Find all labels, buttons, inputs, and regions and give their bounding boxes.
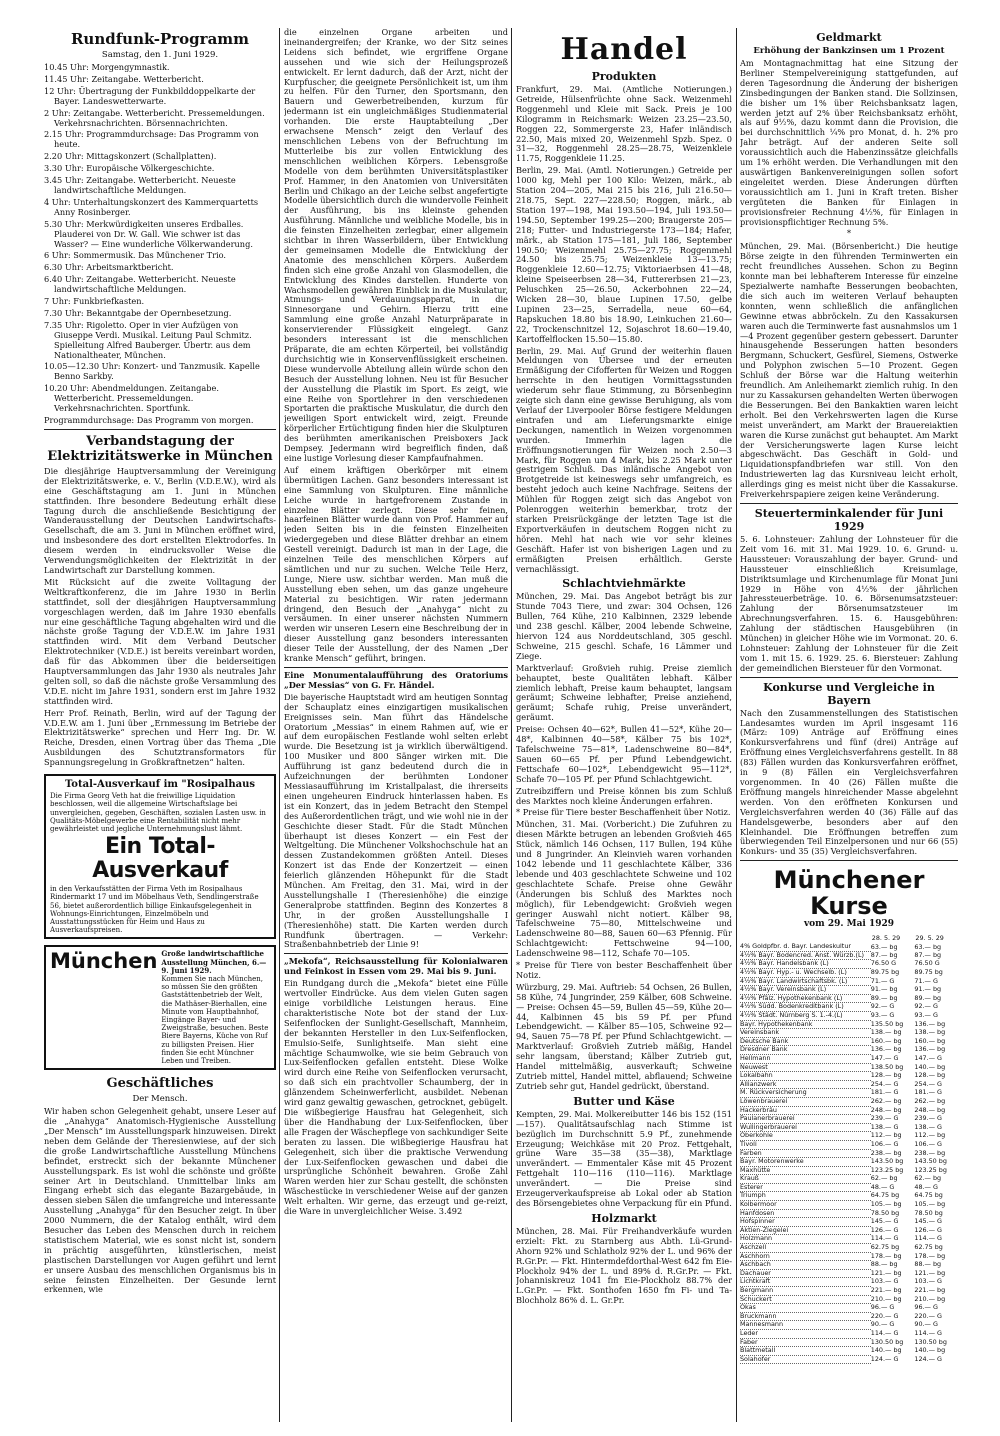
kurse-row xyxy=(740,1037,958,1046)
kurse-price: 78.50 bg xyxy=(870,1209,900,1217)
radio-program-item: 6.40 Uhr: Zeitangabe. Wetterbericht. Neueste landwirtschaftliche Meldungen. xyxy=(44,274,236,295)
kurse-price: 112.— bg xyxy=(870,1131,902,1140)
radio-program-item: 2.15 Uhr: Programmdurchsage: Das Programm von heute. xyxy=(44,129,259,150)
section-title-handel: Handel xyxy=(560,32,688,67)
kurse-price: 210.— bg xyxy=(870,1295,902,1303)
kurse-price: 90.— G xyxy=(870,1320,895,1329)
kurse-price: 147.— G xyxy=(870,1054,899,1062)
schlachtvieh-para: * Preise für Tiere bester Beschaffenheit über Notiz. xyxy=(516,807,731,818)
column-2 xyxy=(284,28,508,1219)
kurse-price: 76.50 G xyxy=(914,959,940,968)
kurse-price: 181.— G xyxy=(870,1088,899,1097)
kurse-price: 160.— bg xyxy=(914,1037,946,1045)
kurse-security-name: Mannesmann xyxy=(740,1321,871,1330)
verband-para: Herr Prof. Reinath, Berlin, wird auf der Tagung der V.D.E.W. am 1. Juni über „Ernmessung im Betriebe der Elektrizitätswerke“ sprechen und Herr Ing. Dr. W. Reiche, Dresden, einen Vortrag über das Thema „Die Ausbildungen des Schutztransformators für Spannungsregelung in Großkraftnetzen“ halten. xyxy=(44,707,276,768)
kurse-price: 114.— G xyxy=(870,1234,899,1243)
schlachtvieh-para: Würzburg, 29. Mai. Auftrieb: 54 Ochsen, 26 Bullen, 58 Kühe, 74 Jungrinder, 259 Kälber, 608 Schweine. — Preise: Ochsen 45—59, Bullen 45—59, Kühe 20—44, Kalbinnen 45 bis 59 Pf. per Pfund Lebendgewicht. — Kälber 85—105, Schweine 92—94, Sauen 75—78 Pf. per Pfund Schlachtgewicht. — Marktverlauf: Großvieh Zutrieb mäßig, Handel sehr langsam, überstand; Kälber Zutrieb gut, Handel mittelmäßig, ausverkauft; Schweine Zutrieb mittel, Handel mittel, abflauend; Schweine Zutrieb sehr gut, Handel gedrückt, überstand. xyxy=(516,981,732,1091)
kurse-price: 136.— bg xyxy=(870,1045,902,1054)
kurse-security-name: 4% Goldpfbr. d. Bayr. Landeskultur xyxy=(740,943,871,951)
kurse-price: 221.— bg xyxy=(870,1286,902,1294)
ad-big-title: Ein Total-Ausverkauf xyxy=(92,834,228,884)
radio-program-item: 10.20 Uhr: Abendmeldungen. Zeitangabe. Wetterbericht. Pressemeldungen. Verkehrsnachrichten. Sportfunk. xyxy=(44,383,219,414)
kurse-price: 121.— bg xyxy=(914,1269,946,1277)
kurse-row xyxy=(740,1209,958,1218)
kurse-security-name: Bruckmann xyxy=(740,1312,871,1321)
kurse-security-name: Kolbermoor xyxy=(740,1201,871,1210)
kurse-row xyxy=(740,1278,958,1287)
mekofa-title: „Mekofa“, Reichsausstellung für Kolonialwaren und Feinkost in Essen vom 29. Mai bis 9. Juni. xyxy=(284,956,508,977)
radio-program-item: 6.30 Uhr: Arbeitsmarktbericht. xyxy=(44,262,174,273)
kurse-price: 124.— G xyxy=(914,1355,942,1363)
kurse-price: 254.— G xyxy=(870,1080,899,1088)
kurse-security-name: 4½% Bayr. Hyp.- u. Wechselb. (L) xyxy=(740,969,871,978)
kurse-row xyxy=(740,1183,958,1192)
kurse-security-name: Holzmann xyxy=(740,1235,871,1244)
verband-title: Verbandstagung der Elektrizitätswerke in München xyxy=(47,433,273,464)
kurse-security-name: Bayr. Motorenwerke xyxy=(740,1158,871,1167)
kurse-price: 262.— bg xyxy=(914,1097,946,1105)
kurse-subtitle: vom 29. Mai 1929 xyxy=(803,919,895,930)
mekofa-text: Ein Rundgang durch die „Mekofa“ bietet eine Fülle wertvoller Eindrücke. Aus dem vielen Guten sagen einige vorbildliche Leistungen heraus. Eine charakteristische Note bot der stand der Lux-Seifenflocken der Sunlight-Gesellschaft, Mannheim, der bekannten Hersteller in den Lux-Seifenflocken, Emulsio-Seife, Sunlightseife. Man sieht eine mächtige Schaumwolke, wie sie beim Gebrauch von Lux-Seifenflocken gefallen entsteht. Diese Wolke wird durch eine Reihe von Seifenflocken verursacht, so daß sich ein prachtvoller Schaumberg, der in glänzendem Scheinwerferlicht, ausbildet. Nebenan wird ganz gewaltig gewaschen, getrocknet, gebügelt. Die wißbegierige Hausfrau hat Gelegenheit, sich über die Handhabung der Lux-Seifenflocken, über alle Fragen der Wäschepflege von sachkundiger Seite beraten zu lassen. Die wißbegierige Hausfrau hat Gelegenheit, sich über die praktische Verwendung der Lux-Seifenflocken gewaschen und dabei die ursprüngliche Schönheit bewahren. Große Zahl Waren werden hier zur Schau gestellt, die schönsten Wäschestücke in verschiedener Weise auf der ganzen Welt erhalten. Wir gerne, das erzeugt und ge-reizt, die Ware in unvergleichlicher Weise. 3.492 xyxy=(284,978,508,1217)
messias-title: Eine Monumentalaufführung des Oratoriums „Der Messias“ von G. Fr. Händel. xyxy=(284,670,508,690)
kurse-row xyxy=(740,1218,958,1227)
kurse-price: 64.75 bg xyxy=(914,1191,943,1200)
kurse-row xyxy=(740,1304,958,1313)
kurse-row xyxy=(740,1097,958,1106)
radio-program-item: 3.45 Uhr: Zeitangabe. Wetterbericht. Neueste landwirtschaftliche Meldungen. xyxy=(44,175,236,195)
ad-details: in den Verkaufsstätten der Firma Veth im Rosipalhaus Rindermarkt 17 und im Möbelhaus Veth, Sendlingerstraße 56, bietet außerordentlich billige Einkaufsgelegenheit in Wohnungs-Einrichtungen, Einzelmöbeln und Ausstattungsstücken für Heim und Haus zu Ausverkaufspreisen. xyxy=(50,885,259,935)
verband-para: Mit Rücksicht auf die zweite Volltagung der Weltkraftkonferenz, die im Jahre 1930 in Berlin stattfindet, soll der diesjährigen Hauptversammlung vorgeschlagen werden, daß im Jahre 1930 ebenfalls nur eine geschäftliche Tagung abgehalten wird und die nächste große Tagung der V.D.E.W. im Jahre 1931 stattfinden wird. Mit dem Verband Deutscher Elektrotechniker (V.D.E.) ist bereits vereinbart worden, daß für das Abkommen über die beiderseitigen Hauptversammlungen das Jahr 1930 als neutrales Jahr gelten soll, so daß die nächste große Versammlung des V.D.E. nicht im Jahre 1931, sondern erst im Jahre 1932 stattfinden wird. xyxy=(44,576,276,706)
kurse-security-name: Neuwest xyxy=(740,1063,871,1072)
kurse-row xyxy=(740,1192,958,1201)
kurse-price: 123.25 bg xyxy=(914,1166,947,1174)
produkten-para: Berlin, 29. Mai. Auf Grund der weiterhin flauen Meldungen von Übersee und der erneuten Ermäßigung der Cifofferten für Weizen und Roggen herrschte in den heutigen Vormittagsstunden wiederum sehr flaue Stimmung, zu Börsenbeginn zeigte sich dann eine gewisse Beruhigung, als vom Verlauf der Liverpooler Börse festigere Meldungen eintrafen und am Lieferungsmarkte einige Deckungen, namentlich in Weizen vorgenommen wurden. Immerhin lagen die Eröffnungsnotierungen für Weizen noch 2.50—3 Mark, für Roggen um 4 Mark, bis 2.25 Mark unter gestrigem Schluß. Das inländische Angebot von Brotgetreide ist keineswegs sehr umfangreich, es besteht jedoch auch keine Nachfrage. Seitens der Mühlen für Roggen zeigt sich das Angebot von Polenroggen weiterhin bemerkbar, trotz der starken Preisrückgänge der letzten Tage ist die Exportverkäufen in deutschem Roggen nicht zu hören. Mehl hat nach wie vor sehr kleines Geschäft. Hafer ist von bisherigen Lagen und zu ermäßigten Preisen erhältlich. Gerste vernachlässigt. xyxy=(516,345,732,574)
schlachtvieh-para: Marktverlauf: Großvieh ruhig. Preise ziemlich behauptet, beste Qualitäten lebhaft. Kälber ziemlich lebhaft, Preise kaum behauptet, langsam geräumt; Schweine lebhafter, Preise anziehend, geräumt; Schafe ruhig, Preise unverändert, geräumt. xyxy=(516,662,732,723)
kurse-row xyxy=(740,1089,958,1098)
kurse-security-name: 4½% Südd. Bodenkreditbank (L) xyxy=(740,1003,871,1012)
radio-program-item: 7.30 Uhr: Bekanntgabe der Opernbesetzung. xyxy=(44,307,232,318)
kurse-security-name: Maxhütte xyxy=(740,1166,871,1175)
separator xyxy=(44,429,276,430)
kurse-security-name: Lokalbahn xyxy=(740,1072,871,1081)
kurse-row xyxy=(740,1175,958,1184)
kurse-price: 103.— G xyxy=(870,1277,899,1286)
kurse-price: 138.— G xyxy=(870,1123,899,1131)
kurse-price: 138.50 bg xyxy=(870,1063,904,1071)
kurse-security-name: Bayr. Hypothekenbank xyxy=(740,1020,871,1029)
kurse-row xyxy=(740,969,958,978)
radio-program-item: 2.20 Uhr: Mittagskonzert (Schallplatten). xyxy=(44,151,217,162)
kurse-row xyxy=(740,1054,958,1063)
kurse-row xyxy=(740,1003,958,1012)
produkten-para: Berlin, 29. Mai. (Amtl. Notierungen.) Getreide per 1000 kg, Mehl per 100 Kilo: Weizen, märk., ab Station 204—205, Mai 215 bis 216, Juli 216.50—218.75, Sept. 227—228.50; Roggen, märk., ab Station 197—198, Mai 193.50—194, Juli 193.50—194.50, September 199.25—200; Braugerste 205—218; Futter- und Industriegerste 173—184; Hafer, märk., ab Station 175—181, Juli 186, September 190.50; Weizenmehl 25.75—27.75; Roggenmehl 24.50 bis 25.75; Weizenkleie 13—13.75; Roggenkleie 12.60—12.75; Viktoriaerbsen 41—48, kleine Speiseerbsen 28—34, Futtererbsen 21—23, Peluschken 25—26.50, Ackerbohnen 22—24, Wicken 28—30, blaue Lupinen 17.50, gelbe Lupinen 23—25, Serradella, neue 60—64, Rapskuchen 18.80 bis 18.90, Leinkuchen 21.60—22, Trockenschnitzel 12, Sojaschrot 18.60—19.40, Kartoffelflocken 15.50—15.80. xyxy=(516,165,732,344)
kurse-security-name: Schuckert xyxy=(740,1295,871,1304)
kurse-price: 71.— G xyxy=(914,977,938,985)
separator xyxy=(284,667,508,668)
ad-intro: Die Firma Georg Veth hat die freiwillige Liquidation beschlossen, weil die allgemeine Wirtschaftslage bei unvergleichen, gegeben, Geschäften, sozialen Lasten usw. in Qualitäts-Möbelgewerbe eine Rentabilität nicht mehr gewährleistet und jegliche Unternehmungslust lähmt. xyxy=(50,792,266,833)
radio-program-item: 4 Uhr: Unterhaltungskonzert des Kammerquartetts Anny Rosinberger. xyxy=(44,196,259,217)
schlachtvieh-para: München, 29. Mai. Das Angebot beträgt bis zur Stunde 7043 Tiere, und zwar: 304 Ochsen, 126 Bullen, 764 Kühe, 210 Kalbinnen, 2329 lebende und 238 geschl. Kälber, 2004 lebende Schweine, hiervon 124 aus Norddeutschland, 305 geschl. Schweine, 215 geschl. Schafe, 16 Lämmer und Ziege. xyxy=(516,591,732,661)
kurse-row xyxy=(740,1166,958,1175)
kurse-price: 178.— bg xyxy=(870,1252,902,1260)
kurse-price: 160.— bg xyxy=(870,1037,902,1045)
kurse-header xyxy=(740,933,871,943)
kurse-price: 89.75 bg xyxy=(870,968,900,977)
muenchen-line1: Große landwirtschaftliche Ausstellung München, 6.—9. Juni 1929. xyxy=(161,949,267,975)
kurse-row xyxy=(740,1149,958,1158)
geschaeft-title: Geschäftliches xyxy=(106,1076,214,1092)
kurse-row xyxy=(740,1158,958,1167)
kurse-price: 63.— bg xyxy=(870,943,898,951)
kurse-row xyxy=(740,1132,958,1141)
kurse-price: 210.— bg xyxy=(914,1295,946,1303)
kurse-table xyxy=(740,933,958,1364)
kurse-security-name: Löwenbrauerei xyxy=(740,1097,871,1106)
kurse-price: 143.50 bg xyxy=(870,1157,904,1166)
butter-text: Kempten, 29. Mai. Molkereibutter 146 bis 152 (151—157). Qualitätsaufschlag nach Stimme ist bezüglich im Durchschnitt 5.9 Pf., zunehmende Erzeugung; Weichkäse mit 20 Proz. Fettgehalt, grüne Ware 35—38 (35—38), Marktlage unverändert. — Emmentaler Käse mit 45 Prozent Fettgehalt 110—116 (110—116). Marktlage unverändert. — Die Preise sind Erzeugerverkaufspreise ab Lokal oder ab Station des Börsengebietes ohne Verpackung für ein Pfund. xyxy=(516,1108,732,1208)
kurse-price: 248.— bg xyxy=(870,1106,902,1114)
kurse-price: 140.— bg xyxy=(870,1346,902,1355)
radio-program-item: 10.45 Uhr: Morgengymnastik. xyxy=(44,62,170,72)
advertisement-total-ausverkauf xyxy=(44,774,276,939)
kurse-row xyxy=(740,1063,958,1072)
kurse-row xyxy=(740,1046,958,1055)
column-4 xyxy=(740,28,958,1364)
radio-program-item: 6 Uhr: Sommermusik. Das Münchener Trio. xyxy=(44,250,227,261)
kurse-row xyxy=(740,960,958,969)
radio-program-item: 5.30 Uhr: Merkwürdigkeiten unseres Erdballes. Plauderei von Dr. W. Gall. Wie schwer ist das Wasser? — Eine wunderliche Völkerwanderung. xyxy=(44,218,253,249)
kurse-price: 121.— bg xyxy=(870,1269,902,1277)
kurse-row xyxy=(740,1201,958,1210)
kurse-row xyxy=(740,1072,958,1081)
kurse-price: 93.— G xyxy=(914,1011,938,1019)
kurse-row xyxy=(740,1106,958,1115)
kurse-row xyxy=(740,1235,958,1244)
radio-program-item: 3.30 Uhr: Europäische Völkergeschichte. xyxy=(44,163,215,174)
kurse-row xyxy=(740,986,958,995)
kurse-security-name: Farben xyxy=(740,1149,871,1158)
kurse-price: 239.— G xyxy=(870,1114,899,1123)
kurse-price: 89.— bg xyxy=(870,994,898,1002)
steuer-text: 5. 6. Lohnsteuer: Zahlung der Lohnsteuer für die Zeit vom 16. mit 31. Mai 1929. 10. 6. Grund- u. Haussteuer: Vorauszahlung der bayer. Grund- und Haussteuer einschließlich Kreisumlage, Distriktsumlage und Kirchenumlage für Monat Juni 1929 in Höhe von 4½% der jährlichen Jahressteuerbeträge. 10. 6. Börsenumsatzsteuer: Zahlung der Börsenumsatzsteuer im Abrechnungsverfahren. 15. 6. Hausgebühren: Zahlung der städtischen Hausgebühren (in München) in gleicher Höhe wie im Vormonat. 20. 6. Lohnsteuer: Zahlung der Lohnsteuer für die Zeit vom 1. mit 15. 6. 1929. 25. 6. Biersteuer: Zahlung der gemeindlichen Biersteuer für den Vormonat. xyxy=(740,533,958,673)
kurse-security-name: Wullingerbrauerei xyxy=(740,1123,871,1132)
kurse-security-name: Dresdner Bank xyxy=(740,1046,871,1055)
geschaeft-subtitle: Der Mensch. xyxy=(132,1094,188,1105)
kurse-price: 105.— bg xyxy=(914,1200,946,1209)
star-divider: * xyxy=(846,229,852,240)
radio-title: Rundfunk-Programm xyxy=(70,30,250,48)
kurse-security-name: Lichtkraft xyxy=(740,1278,871,1287)
kurse-price: 91.— bg xyxy=(870,985,898,994)
kurse-row xyxy=(740,943,958,951)
schlachtvieh-para: München, 31. Mai. (Vorbericht.) Die Zufuhren zu diesen Märkte betrugen an lebenden Großvieh 465 Stück, nämlich 146 Ochsen, 117 Bullen, 194 Kühe und 8 Jungrinder. An Kleinvieh waren vorhanden 1042 lebende und 11 geschlachtete Kälber, 336 lebende und 403 geschlachtete Schweine und 102 geschlachtete Schafe. Preise ohne Gewähr (Änderungen bis Schluß des Marktes noch möglich), für Lebendgewicht: Großvieh wegen geringer Auswahl nicht notiert. Kälber 98, Tafelschweine 75—80, Mittelschweine und Ladenschweine 80—88, Sauen 60—63 Pfennig. Für Schlachtgewicht: Fettschweine 94—100, Ladenschweine 98—112, Schafe 70—105. xyxy=(516,819,732,959)
kurse-row xyxy=(740,1244,958,1253)
kurse-price: 130.50 bg xyxy=(870,1338,904,1346)
kurse-price: 140.— bg xyxy=(914,1346,946,1355)
radio-program-item: Programmdurchsage: Das Programm von morgen. xyxy=(44,415,254,425)
separator xyxy=(740,677,958,678)
kurse-security-name: Deutsche Bank xyxy=(740,1037,871,1046)
kurse-price: 124.— G xyxy=(870,1355,899,1363)
kurse-security-name: 4½% Bayr. Landwirtschaftsbk. (L) xyxy=(740,977,871,986)
boerse-text: München, 29. Mai. (Börsenbericht.) Die heutige Börse zeigte in den führenden Terminwerten ein recht freundliches Aussehen. Schon zu Beginn konnte man bei lebhafterem Interesse für einzelne Spezialwerte namhafte Besserungen beobachten, die sich auch im weiteren Verlauf behaupten konnten, wenn schließlich die anfänglichen Gewinne etwas abbröckeln. Zu den Kassakursen waren auch die Terminwerte fast ausnahmslos um 1—4 Prozent gegenüber gestern gebessert. Darunter hinausgehende Besserungen hatten besonders Bergmann, Schuckert, Gesfürel, Siemens, Ostwerke und Polyphon zwischen 5—10 Prozent. Gegen Schluß der Börse war die Haltung weiterhin freundlich. Am Anleihemarkt ziemlich ruhig. In den nur zu Kassakursen gehandelten Werten überwogen die Besserungen. Bei den Bankaktien waren leicht erholt. Bei den Verkehrswerten lagen die Kurse meist unverändert, am Markt der Brauereiaktien waren die Kurse zunächst gut behauptet. Am Markt der Versicherungswerte lagen Kurse leicht abgeschwächt. Das Geschäft in Gold- und Liquidationspfandbriefen war still. Von den Industriewerten lag das Kursniveau leicht erholt, allerdings ging es meist nicht über die Kassakurse. Freiverkehrspapiere zeigen keine Veränderung. xyxy=(740,241,958,500)
kurse-price: 90.— G xyxy=(914,1320,938,1329)
kurse-security-name: Leder xyxy=(740,1329,871,1338)
kurse-price: 87.— bg xyxy=(914,951,942,959)
schlachtvieh-title: Schlachtviehmärkte xyxy=(562,577,686,591)
kurse-security-name: 4½% Städt. Nürnberg S. 1.-4.(L) xyxy=(740,1012,871,1021)
kurse-price: 62.— bg xyxy=(870,1174,898,1183)
kurse-price: 63.— bg xyxy=(914,943,942,951)
kurse-security-name: Oberkohle xyxy=(740,1132,871,1141)
kurse-price: 114.— G xyxy=(914,1329,942,1337)
kurse-price: 126.— G xyxy=(870,1226,899,1234)
konkurs-text: Nach den Zusammenstellungen des Statistischen Landesamtes wurden im April insgesamt 116 (März: 109) Anträge auf Eröffnung eines Konkursverfahrens und fünf (drei) Anträge auf Eröffnung eines Vergleichsverfahrens gestellt. In 88 (83) Fällen wurden das Konkursverfahren eröffnet, in 9 (8) Fällen ein Vergleichsverfahren vorgenommen. In 40 (26) Fällen mußte die Eröffnung mangels hinreichender Masse abgelehnt werden. Von den eröffneten Konkursen und Vergleichsverfahren werden 40 (36) Fälle auf das Handelsgewerbe, besonders aber auf den Kleinhandel. Die Eröffnungen betreffen zum überwiegenden Teil Einzelpersonen und nur 66 (55) Konkurs- und 35 (35) Vergleichsverfahren. xyxy=(740,707,958,857)
kurse-price: 220.— G xyxy=(870,1312,899,1320)
kurse-security-name: Triumph xyxy=(740,1192,871,1201)
kurse-price: 96.— G xyxy=(914,1303,938,1312)
kurse-price: 96.— G xyxy=(870,1303,895,1312)
kurse-security-name: 4½% Bayr. Bodencred. Anst. Würzb.(L) xyxy=(740,951,871,960)
radio-program-item: 12 Uhr: Übertragung der Funkbilddoppelkarte der Bayer. Landeswetterwarte. xyxy=(44,85,256,106)
holz-title: Holzmarkt xyxy=(591,1211,657,1225)
kurse-price: 145.— G xyxy=(914,1217,942,1226)
kurse-security-name: Faber xyxy=(740,1338,871,1347)
kurse-price: 239.— G xyxy=(914,1114,942,1123)
butter-title: Butter und Käse xyxy=(573,1094,675,1108)
kurse-price: 64.75 bg xyxy=(870,1191,900,1200)
verband-para: Die diesjährige Hauptversammlung der Vereinigung der Elektrizitätswerke, e. V., Berlin (V.D.E.W.), wird als eine Geschäftstagung am 1. Juni in München stattfinden. Ihre besondere Bedeutung erhält diese Tagung durch die anschließende Besichtigung der Wanderausstellung der Deutschen Landwirtschafts-Gesellschaft, die am 3. Juni in München eröffnet wird, und insbesondere des dort erstellten Elektrodorfes. In diesem werden in eindrucksvoller Weise die Verwendungsmöglichkeiten der Elektrizität in der Landwirtschaft zur Darstellung kommen. xyxy=(44,465,276,575)
kurse-price: 145.— G xyxy=(870,1217,899,1226)
kurse-price: 147.— G xyxy=(914,1054,942,1062)
schlachtvieh-para: Zutreibziffern und Preise können bis zum Schluß des Marktes noch kleine Änderungen erfahren. xyxy=(516,785,732,806)
geldmarkt-subtitle: Erhöhung der Bankzinsen um 1 Prozent xyxy=(753,46,945,56)
kurse-price: 48.— G xyxy=(914,1183,938,1191)
kurse-row xyxy=(740,1312,958,1321)
kurse-security-name: Hellmann xyxy=(740,1054,871,1063)
kurse-security-name: Aktien-Ziegelei xyxy=(740,1226,871,1235)
radio-date: Samstag, den 1. Juni 1929. xyxy=(101,50,219,60)
kurse-security-name: Allianzwerk xyxy=(740,1080,871,1089)
kurse-row xyxy=(740,1080,958,1089)
kurse-price: 178.— bg xyxy=(914,1252,946,1260)
kurse-price: 88.— bg xyxy=(870,1260,898,1269)
kurse-security-name: Hofspinner xyxy=(740,1218,871,1227)
kurse-header-row xyxy=(740,933,958,943)
kurse-security-name: 4½% Pfälz. Hypothekenbank (L) xyxy=(740,994,871,1003)
kurse-row xyxy=(740,1115,958,1124)
kurse-price: 140.— bg xyxy=(914,1063,946,1071)
radio-program-item: 2 Uhr: Zeitangabe. Wetterbericht. Pressemeldungen. Verkehrsnachrichten. Börsennachrichten. xyxy=(44,107,265,128)
kurse-row xyxy=(740,951,958,960)
kurse-price: 89.— bg xyxy=(914,994,942,1002)
kurse-price: 92.— G xyxy=(914,1002,938,1011)
schlachtvieh-para: Preise: Ochsen 40—62*, Bullen 41—52*, Kühe 20—48*, Kalbinnen 40—58*, Kälber 75 bis 102*, Tafelschweine 75—81*, Ladenschweine 80—84*, Sauen 60—65 Pf. per Pfund Lebendgewicht. Fettschafe 60—102*, Lebendgewicht 95—112*, Schafe 70—105 Pf. per Pfund Schlachtgewicht. xyxy=(516,724,732,784)
kurse-price: 130.50 bg xyxy=(914,1338,947,1346)
radio-program-item: 11.45 Uhr: Zeitangabe. Wetterbericht. xyxy=(44,73,204,84)
column-rule xyxy=(279,28,280,1422)
kurse-price: 88.— bg xyxy=(914,1260,942,1269)
kurse-row xyxy=(740,1295,958,1304)
separator xyxy=(740,860,958,861)
kurse-price: 126.— G xyxy=(914,1226,942,1234)
kurse-price: 76.50 G xyxy=(870,959,897,968)
radio-program-item: 7.35 Uhr: Rigoletto. Oper in vier Aufzügen von Giuseppe Verdi. Musikal. Leitung Paul Schmitz. Spielleitung Alfred Bauberger. Übertr. aus dem Nationaltheater, München. xyxy=(44,319,252,360)
kurse-price: 91.— bg xyxy=(914,985,942,994)
kurse-security-name: Aschhorn xyxy=(740,1252,871,1261)
kurse-price: 105.— bg xyxy=(870,1200,902,1209)
kurse-price: 262.— bg xyxy=(870,1097,902,1105)
radio-program-list xyxy=(44,63,276,426)
kurse-row xyxy=(740,1029,958,1038)
kurse-security-name: Hackerbräu xyxy=(740,1106,871,1115)
kurse-security-name: Hanfdosen xyxy=(740,1209,871,1218)
kurse-security-name: Bergmann xyxy=(740,1287,871,1296)
kurse-price: 128.— bg xyxy=(870,1071,902,1080)
kurse-row xyxy=(740,1338,958,1347)
kurse-security-name: Tivoli xyxy=(740,1140,871,1149)
kurse-price: 136.— bg xyxy=(914,1045,946,1054)
kurse-price: 89.75 bg xyxy=(914,968,943,977)
separator xyxy=(284,953,508,954)
anahyga-continued-text-2: Auf einem kräftigen Oberkörper mit einem übermütigen Lachen. Ganz besonders interessant ist eine Sammlung von Skulpturen. Eine männliche Leiche wurde in hartgefrorenem Zustande in einzelne Blätter zerlegt. Diese sehr feinen, haarfeinen Blätter wurde dann von Prof. Hammer auf jeden Seiten bis in die feinsten Einzelheiten wiedergegeben und diese Blätter drehbar an einem Gestell vereinigt. Dadurch ist man in der Lage, die einzelnen Teile des menschlichen Körpers auf sämtlichen und nur zu suchen. Welche Teile Herz, Lunge, Niere usw. sichtbar werden. Man muß die Ausstellung eben sehen, um das ganze ungeheure Material zu besichtigen. Wir raten jedermann dringend, den Besuch der „Anahyga“ nicht zu versäumen. In einer unserer nächsten Nummern werden wir unseren Lesern eine Beschreibung der in dieser Ausstellung ganz besonders interessanten dieser Teile der Ausstellung, der des Namen „Der kranke Mensch“ geführt, bringen. xyxy=(284,464,508,664)
kurse-security-name: Paulanerbrauerei xyxy=(740,1115,871,1124)
steuer-title: Steuerterminkalender für Juni 1929 xyxy=(754,506,944,533)
kurse-security-name: Krauß xyxy=(740,1175,871,1184)
kurse-header: 29. 5. 29 xyxy=(915,934,944,943)
kurse-price: 128.— bg xyxy=(914,1071,946,1080)
radio-program-item: 7 Uhr: Funkbriefkasten. xyxy=(44,296,145,307)
kurse-row xyxy=(740,1355,958,1364)
messias-text: Die bayerische Hauptstadt wird am heutigen Sonntag der Schauplatz eines einzigartigen musikalischen Ereignisses sein. Man führt das Händelsche Oratorium „Messias“ in einem Rahmen auf, wie er auf dem europäischen Festlande wohl selten erlebt wurde. Die Besetzung ist ja wirklich überwältigend. 100 Musiker und 800 Sänger wirken mit. Die Aufführung ist ganz bedeutend durch die in Aufzeichnungen der berühmten Londoner Messiasaufführung im Kristallpalast, die ihrerseits einen ungeheuren Eindruck hinterlassen haben. Es ist ein Konzert, das in jedem Betracht den Stempel des Außerordentlichen trägt, und wie wohl nie in der Geschichte dieser Stadt. Für die Stadt München überhaupt ist dieses Konzert — ein Fest der Weltgeltung. Die Münchener Volkshochschule hat an dessen Zustandekommen größten Anteil. Dieses Konzert ist das Ende der Konzertzeit — einen feierlich glänzenden Höhepunkt für die Stadt München. Am Freitag, den 31. Mai, wird in der Ausstellungshalle I (Theresienhöhe) die einzige Generalprobe stattfinden. Beginn des Konzertes 8 Uhr, in der großen Ausstellungshalle I (Theresienhöhe) statt. Die Karten werden durch Rundfunk übertragen. — Verkehr: Straßenbahnbetrieb der Linie 9! xyxy=(284,691,508,950)
separator xyxy=(740,503,958,504)
kurse-row xyxy=(740,1020,958,1029)
kurse-price: 123.25 bg xyxy=(870,1166,904,1174)
kurse-security-name: M. Rückversicherung xyxy=(740,1089,871,1098)
schlachtvieh-para: * Preise für Tiere von bester Beschaffenheit über Notiz. xyxy=(516,960,732,980)
produkten-title: Produkten xyxy=(591,70,657,83)
kurse-price: 112.— bg xyxy=(914,1131,946,1140)
column-rule xyxy=(511,28,512,1422)
kurse-price: 78.50 bg xyxy=(914,1209,943,1217)
kurse-security-name: 4½% Bayr. Handelsbank (L) xyxy=(740,960,871,969)
kurse-price: 220.— G xyxy=(914,1312,942,1320)
kurse-security-name: Solahofer xyxy=(740,1355,871,1364)
kurse-price: 106.— G xyxy=(870,1140,899,1148)
holz-text: München, 28. Mai. Für Freihandverkäufe wurden erzielt: Fkt. zu Starnberg aus Abth. Lü-Grund-Ahorn 92% und Schlatholz 92% der L. und 96% der R.Gr.Pr. — Fkt. Hintermdefdorthal-West 642 fm Eie-Plockholz 94% der L. und 89% d. R.Gr.Pr. — Fkt. Johanniskreuz 1041 fm Eie-Plockholz 88.7% der L.Gr.Pr. — Fkt. Sonthofen 1650 fm Fi- und Ta-Blochholz 86% d. L. Gr.Pr. xyxy=(516,1225,732,1306)
kurse-price: 93.— G xyxy=(870,1011,895,1019)
kurse-security-name: Esterer xyxy=(740,1183,871,1192)
kurse-row xyxy=(740,977,958,986)
kurse-row xyxy=(740,1012,958,1021)
kurse-price: 138.— G xyxy=(914,1123,942,1131)
kurse-price: 71.— G xyxy=(870,977,895,985)
kurse-row xyxy=(740,1226,958,1235)
kurse-row xyxy=(740,1347,958,1356)
kurse-price: 135.50 bg xyxy=(870,1020,904,1028)
kurse-price: 103.— G xyxy=(914,1277,942,1286)
kurse-price: 138.— bg xyxy=(870,1028,902,1037)
kurse-security-name: Dachauer xyxy=(740,1269,871,1278)
kurse-row xyxy=(740,1321,958,1330)
advertisement-muenchen xyxy=(44,945,276,1070)
kurse-row xyxy=(740,1329,958,1338)
kurse-price: 62.75 bg xyxy=(914,1243,943,1252)
anahyga-continued-text: die einzelnen Organe arbeiten und ineinandergreifen; der Kranke, wo der Sitz seines Leidens sich befindet, wie ergriffene Organe aussehen und wie sich der Heilungsprozeß entwickelt. Er lernt dadurch, daß der Arzt, nicht der Kurpfuscher, die geeignete Persönlichkeit ist, um ihm zu helfen. Für den Turner, den Sportsmann, den Bauern und Gewerbetreibenden, kurzum für jedermann ist ein ungleichmäßiges Studienmaterial vorhanden. Die erste Hauptabteilung „Der erwachsene Mensch“ zeigt den Verlauf des menschlichen Lebens von der Befruchtung im Mutterleibe bis zur vollen Entwicklung des menschlichen weiblichen Körpers. Lebensgroße Modelle von dem berühmten Universitätsplastiker Prof. Hammer, in den Anatomien von Universitäten Berlin und Chikago an der Leiche selbst angefertigte Modelle übersichtlich durch die wundervolle Feinheit der Ausführung, bis ins kleinste gehenden Ausführung. Männliche und weibliche Modelle, bis in die feinsten Einzelheiten zerlegbar, einer allgemein sichtbar in ihren Wasserbildern, über Entwicklung der gemeinsamen Modelle die Entwicklung der Anatomie des menschlichen Körpers. Außerdem finden sich eine große Anzahl von Glasmodellen, die Entwicklung des Kindes darstellen. Hunderte von Wachsmodellen gewähren Einblick in die Muskulatur, Atmungs- und Verdauungsapparat, in die Sinnesorgane und Gehirn. Hierzu tritt eine Sammlung eine große Anzahl Naturpräparate in konservierender Flüssigkeit eingelegt. Ganz besonders interessant ist die menschlichen Präparate, die am echten Körperteil, bei vollständig durchsichtig wie in Konservenflüssigkeit erscheinen. Diese wundervolle Abteilung allein würde schon den Besuch der Ausstellung lohnen. Neu ist für Besucher der Ausstellung die Plastik im Sport. Es zeigt, wie eine Reihe von Sportlehrer in den verschiedenen Sportarten die praktische Muskulatur, die durch den jeweiligen Sport entwickelt wird, zeigt. Freunde körperlicher Ertüchtigung finden hier die Skulpturen des berühmten amerikanischen Preisboxers Jack Dempsey. Jedermann wird begreiflich finden, daß eine lustige Vorlesung dieser Kampfaufnahmen. xyxy=(284,28,508,463)
kurse-security-name: Aschzell xyxy=(740,1244,871,1253)
kurse-price: 181.— G xyxy=(914,1088,942,1097)
kurse-row xyxy=(740,1140,958,1149)
muenchen-word: München xyxy=(50,949,158,974)
kurse-row xyxy=(740,1123,958,1132)
kurse-price: 136.— bg xyxy=(914,1020,946,1028)
kurse-price: 87.— bg xyxy=(870,951,898,959)
kurse-price: 254.— G xyxy=(914,1080,942,1088)
muenchen-line2: Kommen Sie nach München, so müssen Sie den größten Gaststättenbetrieb der Welt, die Mathäser-Bierhallen, eine Minute vom Hauptbahnhof, Eingänge Bayer- und Zweigstraße, besuchen. Beste Biere Bayerns, Küche von Ruf zu billigsten Preisen. Hier finden Sie echt Münchner Leben und Treiben. xyxy=(161,974,269,1065)
geschaeft-text: Wir haben schon Gelegenheit gehabt, unsere Leser auf die „Anahyga“ Anatomisch-Hygienische Ausstellung „Der Mensch“ im Ausstellungspark hinzuweisen. Direkt neben dem Gelände der Theresienwiese, auf der sich die große Landwirtschaftliche Ausstellung Münchens befindet, erstreckt sich der bekannte Münchener Ausstellungspark. Es ist wohl die schönste und größte seiner Art in Deutschland. Unmittelbar links am Eingang erhebt sich das elegante Bazargebäude, in dessen sieben Sälen die umfangreiche und interessante Ausstellung „Anahyga“ für den Besucher zeigt. In über 2000 Nummern, die der Katalog enthält, wird dem Besucher das Leben des Menschen durch in reichem statistischem Material, wie es sonst nicht ist, sondern in prächtig ausgeführten, künstlerischen, meist plastischen Darstellungen vor Augen geführt und lernt er unsere Ausbau des menschlichen Organismus bis in seine feinsten Einzelheiten. Der Gesunde lernt erkennen, wie xyxy=(44,1106,276,1295)
kurse-security-name: Vereinsbank xyxy=(740,1029,871,1038)
kurse-row xyxy=(740,1252,958,1261)
kurse-header: 28. 5. 29 xyxy=(871,934,901,943)
radio-program-item: 10.05—12.30 Uhr: Konzert- und Tanzmusik. Kapelle Benno Sarkby. xyxy=(44,361,260,382)
konkurs-title: Konkurse und Vergleiche in Bayern xyxy=(763,680,935,707)
kurse-price: 221.— bg xyxy=(914,1286,946,1294)
kurse-price: 62.75 bg xyxy=(870,1243,900,1252)
column-3 xyxy=(516,28,732,1308)
kurse-security-name: Aschbach xyxy=(740,1261,871,1270)
kurse-row xyxy=(740,994,958,1003)
kurse-security-name: 4½% Bayr. Vereinsbank (L) xyxy=(740,986,871,995)
column-1 xyxy=(44,28,276,1297)
kurse-price: 238.— bg xyxy=(870,1149,902,1157)
geldmarkt-title: Geldmarkt xyxy=(816,31,882,44)
kurse-row xyxy=(740,1287,958,1296)
kurse-price: 62.— bg xyxy=(914,1174,942,1183)
kurse-title: Münchener Kurse xyxy=(773,866,925,921)
kurse-price: 48.— G xyxy=(870,1183,895,1191)
kurse-row xyxy=(740,1269,958,1278)
ad-headline: Total-Ausverkauf im "Rosipalhaus xyxy=(65,779,255,791)
kurse-price: 138.— bg xyxy=(914,1028,946,1037)
kurse-security-name: Blattmetall xyxy=(740,1347,871,1356)
column-rule xyxy=(736,28,737,1422)
kurse-price: 238.— bg xyxy=(914,1149,946,1157)
produkten-para: Frankfurt, 29. Mai. (Amtliche Notierungen.) Getreide, Hülsenfrüchte ohne Sack. Weizenmehl Roggenmehl und Kleie mit Sack. Preis je 100 Kilogramm in Reichsmark: Weizen 23.25—23.50, Roggen 22, Sommergerste 23, Hafer inländisch 22.50, Mais mixed 20, Weizenmehl Spzb. Spez. 0 31—32, Roggenmehl 28.25—28.75, Weizenkleie 11.75, Roggenkleie 11.25. xyxy=(516,84,732,164)
kurse-price: 114.— G xyxy=(870,1329,899,1337)
kurse-price: 248.— bg xyxy=(914,1106,946,1114)
kurse-row xyxy=(740,1261,958,1270)
kurse-security-name: Okas xyxy=(740,1304,871,1313)
kurse-price: 143.50 bg xyxy=(914,1157,947,1166)
kurse-price: 106.— G xyxy=(914,1140,942,1148)
geldmarkt-text: Am Montagnachmittag hat eine Sitzung der Berliner Stempelvereinigung stattgefunden, auf deren Tagesordnung die Änderung der bisherigen Zinsbedingungen der Banken stand. Die Sollzinsen, die bisher um 1% über Reichsbanksatz lagen, werden jetzt auf 2% über Reichsbanksatz erhöht, als auf 9½%, dazu kommt dann die Provision, die bei durchschnittlich ¼% pro Monat, d. h. 2% pro Jahr beträgt. Auf der anderen Seite soll voraussichtlich auch die Habenzinssätze gleichfalls um 1% erhöht werden. Die Verhandlungen mit den auswärtigen Bankenvereinigungen sollen sofort eingeleitet werden. Diese Änderungen dürften voraussichtlich am 1. Juni in Kraft treten. Bisher vergüteten die Banken für Einlagen in provisionsfreier Rechnung 4½%, für Einlagen in provisionspflichtiger Rechnung 5%. xyxy=(740,58,958,227)
kurse-price: 114.— G xyxy=(914,1234,942,1243)
kurse-price: 92.— G xyxy=(870,1002,895,1011)
